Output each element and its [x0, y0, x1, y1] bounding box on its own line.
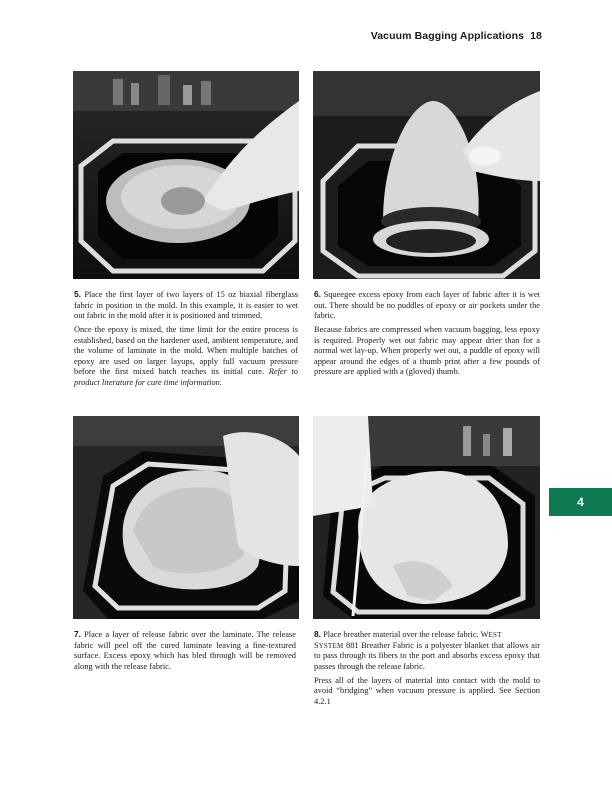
step-8-number: 8.: [314, 629, 321, 639]
brand-system: SYSTEM: [314, 640, 344, 650]
step-7-paragraph-1: Place a layer of release fabric over the laminate. The release fabric will peel off the cured laminate leaving a fine-textured surface. Excess epoxy which has bled through will be removed along with the release fabric.: [74, 630, 296, 671]
header-title: Vacuum Bagging Applications: [370, 30, 525, 42]
photo-step-7: [73, 416, 299, 619]
step-8-paragraph-1: 881 Breather Fabric is a polyester blanket that allows air to pass through its fibers to the port and absorbs excess epoxy that passes through the release fabric.: [314, 640, 540, 671]
step-8-intro: Place breather material over the release fabric.: [323, 630, 479, 639]
caption-step-8: [314, 629, 540, 711]
photo-step-5: [73, 71, 299, 279]
step-5-paragraph-2: Once the epoxy is mixed, the time limit for the entire process is established, based on the hardener used, ambient temperature, and the volume of laminate in the mold. When multiple batches of epoxy are used on larger layups, apply full vacuum pressure before the first mixed batch reaches its initial cure.: [74, 325, 298, 376]
photo-step-6: [313, 71, 540, 279]
step-5-number: 5.: [74, 289, 81, 299]
brand-west: WEST: [480, 630, 502, 639]
photo-step-8: [313, 416, 540, 619]
step-5-paragraph-1: Place the first layer of two layers of 15 oz biaxial fiberglass fabric in position in the mold. In this example, it is easier to wet out fabric in the mold after it is positioned and trimmed.: [74, 290, 299, 320]
step-6-paragraph-2: Because fabrics are compressed when vacuum bagging, less epoxy is required. Properly wet out fabric may appear drier than for a normal wet lay-up. When properly wet out, a puddle of epoxy will appear around the edges of a thumb print after a few pounds of pressure are applied with a (gloved) thumb.: [314, 325, 540, 376]
step-8-paragraph-2: Press all of the layers of material into contact with the mold to avoid “bridging” when vacuum pressure is applied. See Section 4.2.1: [314, 675, 540, 706]
page-header: [371, 30, 542, 42]
step-6-number: 6.: [314, 289, 321, 299]
step-7-number: 7.: [74, 629, 81, 639]
caption-step-6: [314, 289, 540, 381]
step-6-paragraph-1: Squeegee excess epoxy from each layer of fabric after it is wet out. There should be no puddles of epoxy or air pockets under the fabric.: [314, 290, 540, 320]
step-5-cure-note: Refer to product literature for cure time information.: [74, 367, 298, 387]
page-number: 18: [530, 30, 542, 42]
caption-step-5: [74, 289, 298, 392]
caption-step-7: [74, 629, 296, 676]
section-tab: 4: [549, 488, 612, 516]
